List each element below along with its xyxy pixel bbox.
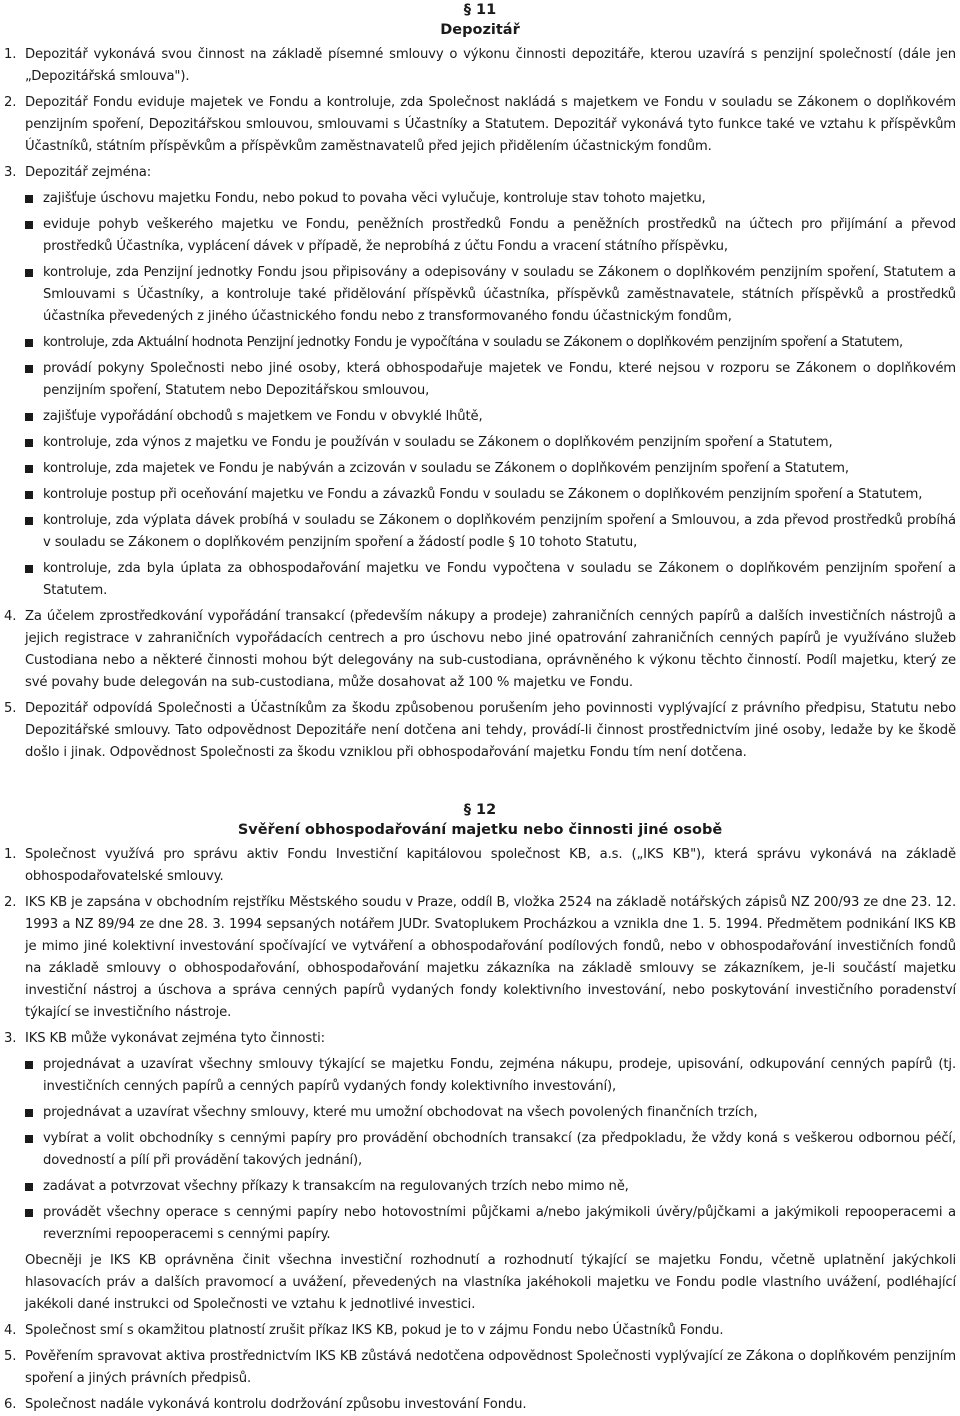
list-item: kontroluje postup při oceňování majetku ve Fondu a závazků Fondu v souladu se Zákonem o doplňkovém penzijním spoření a Statutem,	[4, 484, 956, 506]
bullet-square-icon	[25, 439, 33, 447]
paragraph: 2. IKS KB je zapsána v obchodním rejstříku Městského soudu v Praze, oddíl B, vložka 2524 na základě notářských zápisů NZ 200/93 ze dne 23. 12. 1993 a NZ 89/94 ze dne 28. 3. 1994 sepsaných notářem JUDr. Svatoplukem Procházkou a vznikla dne 1. 5. 1994. Předmětem podnikání IKS KB je mimo jiné kolektivní investování spočívající ve vytváření a obhospodařování podílových fondů, nebo v obhospodařování investičních fondů na základě smlouvy o obhospodařování, obhospodařování majetku zákazníka na základě smlouvy se zákazníkem, je-li součástí majetku investiční nástroj a úschova a správa cenných papírů vydaných fondy kolektivního investování, nebo poskytování investičního poradenství týkající se investičního nástroje.	[4, 895, 956, 1020]
bullet-square-icon	[25, 195, 33, 203]
paragraph: 5. Depozitář odpovídá Společnosti a Účastníkům za škodu způsobenou porušením jeho povinnosti vyplývající z právního předpisu, Statutu nebo Depozitářské smlouvy. Tato odpovědnost Depozitáře není dotčena ani tehdy, provádí-li činnost prostřednictvím jiné osoby, ledaže by ke škodě došlo i jinak. Odpovědnost Společnosti za škodu vzniklou při obhospodařování majetku Fondu tím není dotčena.	[4, 701, 956, 760]
list-item: kontroluje, zda byla úplata za obhospodařování majetku ve Fondu vypočtena v souladu se Zákonem o doplňkovém penzijním spoření a Statutem.	[4, 558, 956, 602]
paragraph: 5. Pověřením spravovat aktiva prostřednictvím IKS KB zůstává nedotčena odpovědnost Společnosti vyplývající ze Zákona o doplňkovém penzijním spoření a jiných právních předpisů.	[4, 1349, 956, 1386]
paragraph: 3. Depozitář zejména:	[4, 165, 152, 180]
list-item: zajišťuje úschovu majetku Fondu, nebo pokud to povaha věci vylučuje, kontroluje stav tohoto majetku,	[4, 188, 956, 210]
list-item: provádět všechny operace s cennými papíry nebo hotovostními půjčkami a/nebo jakýmikoli úvěry/půjčkami a jakýmikoli repooperacemi a reverzními repooperacemi s cennými papíry.	[4, 1202, 956, 1246]
section-11-heading	[4, 0, 956, 40]
list-item: zajišťuje vypořádání obchodů s majetkem ve Fondu v obvyklé lhůtě,	[4, 406, 956, 428]
list-item: projednávat a uzavírat všechny smlouvy týkající se majetku Fondu, zejména nákupu, prodeje, upisování, odkupování cenných papírů (tj. investičních cenných papírů a cenných papírů vydaných fondy kolektivního investování),	[4, 1054, 956, 1098]
bullet-list	[4, 188, 956, 602]
paragraph: 4. Společnost smí s okamžitou platností zrušit příkaz IKS KB, pokud je to v zájmu Fondu nebo Účastníků Fondu.	[4, 1323, 724, 1338]
bullet-square-icon	[25, 1183, 33, 1191]
section-number: § 11	[463, 2, 497, 18]
bullet-list	[4, 1054, 956, 1246]
bullet-square-icon	[25, 1135, 33, 1143]
list-item: eviduje pohyb veškerého majetku ve Fondu, peněžních prostředků Fondu a peněžních prostředků na účtech pro přijímání a převod prostředků Účastníka, vyplácení dávek v případě, že neprobíhá z účtu Fondu a vracení státního příspěvku,	[4, 214, 956, 258]
paragraph: 6. Společnost nadále vykonává kontrolu dodržování způsobu investování Fondu.	[4, 1397, 527, 1412]
section-title: Svěření obhospodařování majetku nebo činnosti jiné osobě	[237, 822, 723, 838]
bullet-square-icon	[25, 1109, 33, 1117]
paragraph: 1. Depozitář vykonává svou činnost na základě písemné smlouvy o výkonu činnosti depozitáře, kterou uzavírá s penzijní společností (dále jen „Depozitářská smlouva").	[4, 47, 956, 84]
bullet-square-icon	[25, 339, 33, 347]
list-item: kontroluje, zda Penzijní jednotky Fondu jsou připisovány a odepisovány v souladu se Zákonem o doplňkovém penzijním spoření, Statutem a Smlouvami s Účastníky, a kontroluje také přidělování příspěvků účastníka, příspěvků zaměstnavatele, státních příspěvků a prostředků účastníka převedených z jiného účastnického fondu nebo z transformovaného fondu účastnickým fondům,	[4, 262, 956, 328]
bullet-square-icon	[25, 491, 33, 499]
bullet-square-icon	[25, 465, 33, 473]
list-item: kontroluje, zda Aktuální hodnota Penzijní jednotky Fondu je vypočítána v souladu se Zákonem o doplňkovém penzijním spoření a Statutem,	[4, 332, 956, 354]
bullet-square-icon	[25, 269, 33, 277]
bullet-square-icon	[25, 365, 33, 373]
bullet-square-icon	[25, 1061, 33, 1069]
paragraph: 4. Za účelem zprostředkování vypořádání transakcí (především nákupy a prodeje) zahraničních cenných papírů a dalších investičních nástrojů a jejich registrace v zahraničních vypořádacích centrech a pro úschovu nebo jiné opatrování zahraničních cenných papírů je využíváno služeb Custodiana nebo a některé činnosti mohou být delegovány na sub-custodiana, oprávněného k výkonu těchto činností. Podíl majetku, který ze své povahy bude delegován na sub-custodiana, může dosahovat až 100 % majetku ve Fondu.	[4, 609, 956, 690]
bullet-square-icon	[25, 221, 33, 229]
section-number: § 12	[463, 802, 497, 818]
bullet-square-icon	[25, 1209, 33, 1217]
list-item: zadávat a potvrzovat všechny příkazy k transakcím na regulovaných trzích nebo mimo ně,	[4, 1176, 956, 1198]
bullet-square-icon	[25, 565, 33, 573]
bullet-square-icon	[25, 413, 33, 421]
paragraph: 2. Depozitář Fondu eviduje majetek ve Fondu a kontroluje, zda Společnost nakládá s majetkem ve Fondu v souladu se Zákonem o doplňkovém penzijním spoření, Depozitářskou smlouvou, smlouvami s Účastníky a Statutem. Depozitář vykonává tyto funkce také ve vztahu k příspěvkům Účastníků, státním příspěvkům a příspěvkům zaměstnavatelů před jejich přidělením účastnickým fondům.	[4, 95, 956, 154]
paragraph: 1. Společnost využívá pro správu aktiv Fondu Investiční kapitálovou společnost KB, a.s. („IKS KB"), která správu vykonává na základě obhospodařovatelské smlouvy.	[4, 847, 956, 884]
paragraph-continuation: Obecněji je IKS KB oprávněna činit všechna investiční rozhodnutí a rozhodnutí týkající se majetku Fondu, včetně uplatnění jakýchkoli hlasovacích práv a dalších pravomocí a uvážení, převedených na vlastníka jakéhokoli majetku ve Fondu podle vlastního uvážení, podléhající jakékoli dané instrukci od Společnosti ve vztahu k jednotlivé investici.	[25, 1253, 956, 1312]
list-item: provádí pokyny Společnosti nebo jiné osoby, která obhospodařuje majetek ve Fondu, které nejsou v rozporu se Zákonem o doplňkovém penzijním spoření, Statutem nebo Depozitářskou smlouvou,	[4, 358, 956, 402]
bullet-square-icon	[25, 517, 33, 525]
list-item: projednávat a uzavírat všechny smlouvy, které mu umožní obchodovat na všech povolených finančních trzích,	[4, 1102, 956, 1124]
list-item: vybírat a volit obchodníky s cennými papíry pro provádění obchodních transakcí (za předpokladu, že vždy koná s veškerou odbornou péčí, dovedností a pílí při provádění takových jednání),	[4, 1128, 956, 1172]
section-title: Depozitář	[440, 22, 520, 38]
section-12-heading	[4, 800, 956, 840]
list-item: kontroluje, zda majetek ve Fondu je nabýván a zcizován v souladu se Zákonem o doplňkovém penzijním spoření a Statutem,	[4, 458, 956, 480]
list-item: kontroluje, zda výplata dávek probíhá v souladu se Zákonem o doplňkovém penzijním spoření a Smlouvou, a zda převod prostředků probíhá v souladu se Zákonem o doplňkovém penzijním spoření a žádostí podle § 10 tohoto Statutu,	[4, 510, 956, 554]
list-item: kontroluje, zda výnos z majetku ve Fondu je používán v souladu se Zákonem o doplňkovém penzijním spoření a Statutem,	[4, 432, 956, 454]
paragraph: 3. IKS KB může vykonávat zejména tyto činnosti:	[4, 1031, 325, 1046]
